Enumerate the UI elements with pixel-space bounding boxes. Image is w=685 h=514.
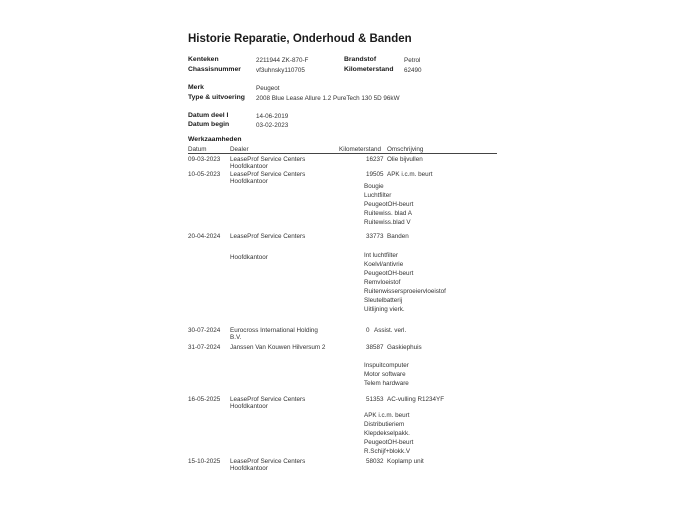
row-datum: 31-07-2024 (188, 344, 221, 351)
list-item: Uitlijning vierk. (364, 306, 405, 313)
header-divider (188, 153, 497, 154)
row-datum: 15-10-2025 (188, 458, 221, 465)
list-item: Ruitewiss.blad V (364, 219, 411, 226)
list-item: APK i.c.m. beurt (364, 412, 410, 419)
row-datum: 10-05-2023 (188, 171, 221, 178)
column-header-datum: Datum (188, 146, 207, 153)
list-item: Ruitewiss. blad A (364, 210, 412, 217)
list-item: Telem hardware (364, 380, 409, 387)
datum-deel-label: Datum deel I (188, 112, 229, 119)
list-item: Ruitenwissersproeiervloeistof (364, 288, 446, 295)
list-item: Distributieriem (364, 421, 405, 428)
row-dealer: LeaseProf Service Centers Hoofdkantoor (230, 171, 306, 186)
list-item: Remvloeistof (364, 279, 401, 286)
row-omschrijving: Olie bijvullen (387, 156, 423, 163)
list-item: Motor software (364, 371, 406, 378)
kenteken-label: Kenteken (188, 56, 219, 63)
list-item: PeugeotOH-beurt (364, 201, 414, 208)
kenteken-value: 2211944 ZK-870-F (256, 57, 309, 64)
row-kilometerstand: 58032 (366, 458, 384, 465)
datum-deel-value: 14-06-2019 (256, 113, 289, 120)
brandstof-value: Petrol (404, 57, 421, 64)
row-kilometerstand: 16237 (366, 156, 384, 163)
row-omschrijving: APK i.c.m. beurt (387, 171, 433, 178)
chassis-value: vf3uhnsky110705 (256, 67, 305, 74)
column-header-dealer: Dealer (230, 146, 249, 153)
datum-begin-value: 03-02-2023 (256, 122, 289, 129)
type-value: 2008 Blue Lease Allure 1.2 PureTech 130 5D 96kW (256, 95, 400, 102)
merk-label: Merk (188, 84, 204, 91)
list-item: Sleutelbatterij (364, 297, 403, 304)
row-kilometerstand: 19505 (366, 171, 384, 178)
row-kilometerstand: 51353 (366, 396, 384, 403)
row-dealer: LeaseProf Service Centers Hoofdkantoor (230, 396, 306, 411)
datum-begin-label: Datum begin (188, 121, 230, 128)
list-item: Klepdekselpakk. (364, 430, 410, 437)
brandstof-label: Brandstof (344, 56, 377, 63)
row-omschrijving: Assist. verl. (374, 327, 407, 334)
list-item: R.Schijf+blokk.V (364, 448, 411, 455)
row-dealer: LeaseProf Service Centers Hoofdkantoor (230, 156, 306, 171)
row-datum: 16-05-2025 (188, 396, 221, 403)
row-kilometerstand: 33773 (366, 233, 384, 240)
row-dealer: LeaseProf Service Centers Hoofdkantoor (230, 458, 306, 473)
row-omschrijving: AC-vulling R1234YF (387, 396, 445, 403)
row-datum: 20-04-2024 (188, 233, 221, 240)
list-item: PeugeotOH-beurt (364, 439, 414, 446)
row-omschrijving: Gaskiephuis (387, 344, 422, 351)
row-omschrijving: Banden (387, 233, 409, 240)
kilometerstand-value: 62490 (404, 67, 422, 74)
list-item: Luchtfilter (364, 192, 392, 199)
kilometerstand-label: Kilometerstand (344, 66, 394, 73)
row-kilometerstand: 0 (366, 327, 370, 334)
list-item: Bougie (364, 183, 384, 190)
row-datum: 09-03-2023 (188, 156, 221, 163)
row-dealer: LeaseProf Service Centers (230, 233, 306, 240)
list-item: Koelvl/antivrie (364, 261, 404, 268)
chassis-label: Chassisnummer (188, 66, 241, 73)
list-item: Inspuitcomputer (364, 362, 409, 369)
column-header-kilometerstand: Kilometerstand (339, 146, 381, 153)
row-dealer: Hoofdkantoor (230, 254, 268, 261)
row-dealer: Eurocross International Holding B.V. (230, 327, 318, 342)
merk-value: Peugeot (256, 85, 280, 92)
row-dealer: Janssen Van Kouwen Hilversum 2 (230, 344, 326, 351)
row-kilometerstand: 38587 (366, 344, 384, 351)
column-header-omschrijving: Omschrijving (387, 146, 424, 153)
row-datum: 30-07-2024 (188, 327, 221, 334)
page-title: Historie Reparatie, Onderhoud & Banden (188, 33, 412, 45)
werkzaamheden-heading: Werkzaamheden (188, 136, 242, 143)
type-label: Type & uitvoering (188, 94, 245, 101)
row-omschrijving: Koplamp unit (387, 458, 424, 465)
list-item: Int luchtfilter (364, 252, 398, 259)
list-item: PeugeotOH-beurt (364, 270, 414, 277)
